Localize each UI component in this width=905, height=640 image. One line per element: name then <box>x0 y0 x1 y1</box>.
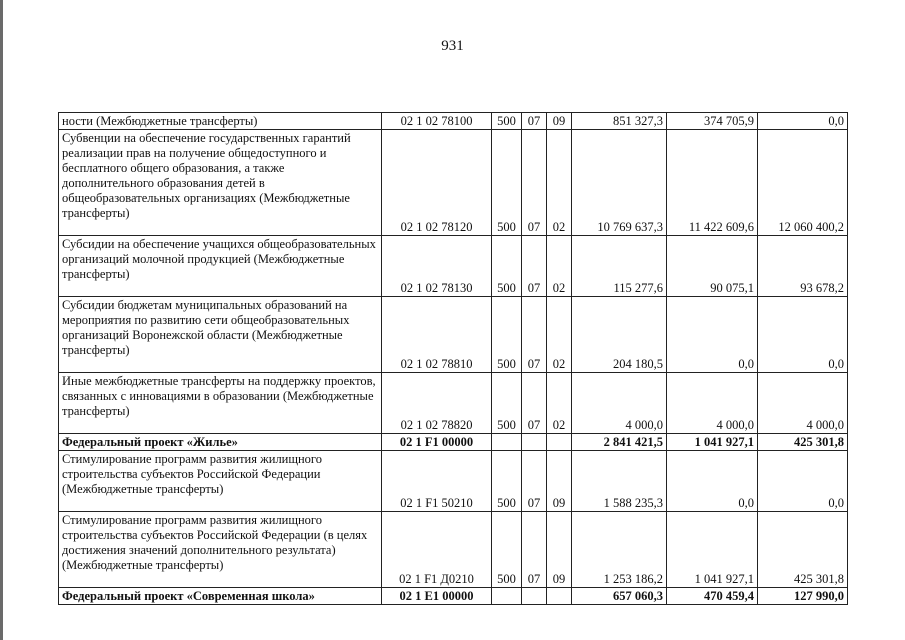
cell-section: 07 <box>522 236 547 297</box>
cell-name: Стимулирование программ развития жилищного строительства субъектов Российской Федерации (Межбюджетные трансферты) <box>59 451 382 512</box>
cell-subsection: 02 <box>547 297 572 373</box>
table-row <box>59 297 848 373</box>
cell-expense-type: 500 <box>492 130 522 236</box>
budget-table <box>58 112 848 605</box>
cell-amount-year-3: 425 301,8 <box>758 434 848 451</box>
cell-subsection: 09 <box>547 451 572 512</box>
cell-code: 02 1 02 78120 <box>382 130 492 236</box>
cell-amount-year-1: 1 588 235,3 <box>572 451 667 512</box>
cell-subsection <box>547 434 572 451</box>
cell-expense-type: 500 <box>492 236 522 297</box>
cell-expense-type: 500 <box>492 113 522 130</box>
cell-section: 07 <box>522 130 547 236</box>
cell-amount-year-2: 0,0 <box>667 297 758 373</box>
table-row <box>59 236 848 297</box>
cell-amount-year-2: 0,0 <box>667 451 758 512</box>
cell-amount-year-3: 0,0 <box>758 297 848 373</box>
cell-amount-year-1: 115 277,6 <box>572 236 667 297</box>
cell-section: 07 <box>522 113 547 130</box>
cell-amount-year-1: 2 841 421,5 <box>572 434 667 451</box>
cell-amount-year-3: 127 990,0 <box>758 588 848 605</box>
cell-code: 02 1 02 78820 <box>382 373 492 434</box>
cell-section: 07 <box>522 297 547 373</box>
cell-amount-year-1: 10 769 637,3 <box>572 130 667 236</box>
cell-expense-type <box>492 588 522 605</box>
cell-subsection: 02 <box>547 130 572 236</box>
cell-amount-year-2: 1 041 927,1 <box>667 512 758 588</box>
cell-name: Субвенции на обеспечение государственных гарантий реализации прав на получение общедоступного и бесплатного общего образования, а также дополнительного образования детей в общеобразовательных организациях (Межбюджетные трансферты) <box>59 130 382 236</box>
cell-amount-year-3: 4 000,0 <box>758 373 848 434</box>
cell-name: Субсидии бюджетам муниципальных образований на мероприятия по развитию сети общеобразовательных организаций Воронежской области (Межбюджетные трансферты) <box>59 297 382 373</box>
cell-name: Федеральный проект «Современная школа» <box>59 588 382 605</box>
cell-expense-type: 500 <box>492 297 522 373</box>
cell-subsection: 09 <box>547 113 572 130</box>
cell-amount-year-2: 1 041 927,1 <box>667 434 758 451</box>
cell-amount-year-1: 204 180,5 <box>572 297 667 373</box>
cell-name: Субсидии на обеспечение учащихся общеобразовательных организаций молочной продукцией (Межбюджетные трансферты) <box>59 236 382 297</box>
cell-code: 02 1 02 78100 <box>382 113 492 130</box>
cell-name: Иные межбюджетные трансферты на поддержку проектов, связанных с инновациями в образовании (Межбюджетные трансферты) <box>59 373 382 434</box>
page-number: 931 <box>441 38 464 54</box>
cell-amount-year-1: 1 253 186,2 <box>572 512 667 588</box>
cell-section: 07 <box>522 451 547 512</box>
table-row-section-header <box>59 434 848 451</box>
cell-section <box>522 434 547 451</box>
cell-amount-year-1: 851 327,3 <box>572 113 667 130</box>
cell-amount-year-2: 90 075,1 <box>667 236 758 297</box>
cell-subsection: 02 <box>547 236 572 297</box>
cell-expense-type: 500 <box>492 451 522 512</box>
cell-amount-year-1: 4 000,0 <box>572 373 667 434</box>
cell-code: 02 1 F1 50210 <box>382 451 492 512</box>
cell-amount-year-3: 0,0 <box>758 451 848 512</box>
left-page-edge <box>0 0 3 640</box>
table-row <box>59 130 848 236</box>
cell-code: 02 1 F1 00000 <box>382 434 492 451</box>
cell-subsection <box>547 588 572 605</box>
table-row-section-header <box>59 588 848 605</box>
cell-amount-year-2: 470 459,4 <box>667 588 758 605</box>
cell-expense-type: 500 <box>492 512 522 588</box>
cell-code: 02 1 E1 00000 <box>382 588 492 605</box>
cell-amount-year-3: 12 060 400,2 <box>758 130 848 236</box>
cell-expense-type: 500 <box>492 373 522 434</box>
cell-amount-year-2: 11 422 609,6 <box>667 130 758 236</box>
cell-amount-year-1: 657 060,3 <box>572 588 667 605</box>
cell-amount-year-2: 374 705,9 <box>667 113 758 130</box>
cell-name: ности (Межбюджетные трансферты) <box>59 113 382 130</box>
table-row <box>59 373 848 434</box>
table-row <box>59 451 848 512</box>
cell-section: 07 <box>522 512 547 588</box>
cell-code: 02 1 02 78810 <box>382 297 492 373</box>
cell-amount-year-3: 93 678,2 <box>758 236 848 297</box>
table-row <box>59 512 848 588</box>
cell-name: Стимулирование программ развития жилищного строительства субъектов Российской Федерации (в целях достижения значений дополнительного результата) (Межбюджетные трансферты) <box>59 512 382 588</box>
cell-amount-year-2: 4 000,0 <box>667 373 758 434</box>
cell-code: 02 1 F1 Д0210 <box>382 512 492 588</box>
cell-name: Федеральный проект «Жилье» <box>59 434 382 451</box>
cell-expense-type <box>492 434 522 451</box>
cell-section <box>522 588 547 605</box>
cell-amount-year-3: 425 301,8 <box>758 512 848 588</box>
cell-amount-year-3: 0,0 <box>758 113 848 130</box>
cell-subsection: 09 <box>547 512 572 588</box>
cell-section: 07 <box>522 373 547 434</box>
cell-subsection: 02 <box>547 373 572 434</box>
table-row <box>59 113 848 130</box>
cell-code: 02 1 02 78130 <box>382 236 492 297</box>
